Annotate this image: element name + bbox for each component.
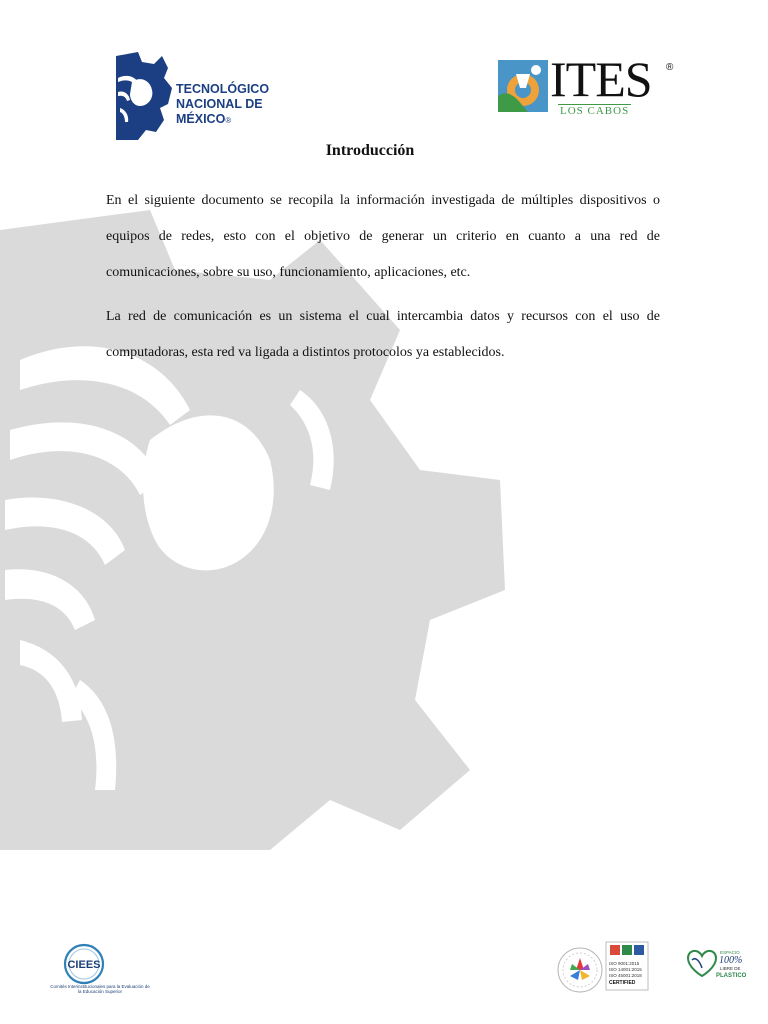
ites-logo: [498, 51, 678, 120]
tecnm-eagle-gear-emblem-icon: [110, 52, 172, 140]
paragraph: En el siguiente documento se recopila la información investigada de múltiples dispositivos o equipos de redes, esto con el objetivo de generar un criterio en cuanto a una red de comunicaciones, sobre su uso, funcionamiento, aplicaciones, etc.: [106, 193, 660, 280]
iso-line-2: ISO 14001:2015: [609, 967, 642, 972]
tecnm-registered-mark: ®: [225, 116, 232, 125]
iso-certification-icon: [606, 942, 648, 990]
tecnm-wordmark: [176, 82, 320, 128]
ciees-emblem-icon: [50, 942, 150, 986]
ites-gear-emblem-icon: [498, 60, 548, 112]
ites-registered-mark: ®: [666, 62, 674, 73]
quality-seal-icon: [558, 948, 602, 992]
document-title: Introducción: [325, 142, 415, 159]
plastic-badge-bottom: PLASTICO: [716, 973, 746, 979]
certification-seals: [556, 940, 746, 1000]
iso-line-1: ISO 9001:2015: [609, 961, 640, 966]
ites-wordmark: ITES: [550, 51, 652, 107]
plastic-badge-percent: 100%: [719, 955, 743, 966]
iso-certified-label: CERTIFIED: [609, 980, 636, 986]
plastic-badge-middle: LIBRE DE: [720, 966, 741, 971]
paragraph: La red de comunicación es un sistema el cual intercambia datos y recursos con el uso de computadoras, esta red va ligada a distintos protocolos ya establecidos.: [106, 309, 660, 360]
ciees-caption: Comités Interinstitucionales para la Evaluación de la Educación Superior: [50, 984, 150, 994]
tecnm-line-1: TECNOLÓGICO: [176, 82, 270, 96]
tecnm-line-2: NACIONAL DE MÉXICO: [176, 97, 263, 126]
plastic-badge-top: ESPACIO: [720, 950, 740, 955]
document-header: [0, 52, 768, 147]
plastic-free-badge-icon: [688, 950, 746, 979]
tecnm-logo: [110, 52, 320, 142]
iso-line-3: ISO 45001:2018: [609, 973, 642, 978]
document-body: [106, 183, 660, 379]
ites-subtitle: LOS CABOS: [560, 105, 630, 117]
ciees-logo: [50, 942, 150, 1002]
ciees-logo-text: CIEES: [67, 959, 101, 971]
